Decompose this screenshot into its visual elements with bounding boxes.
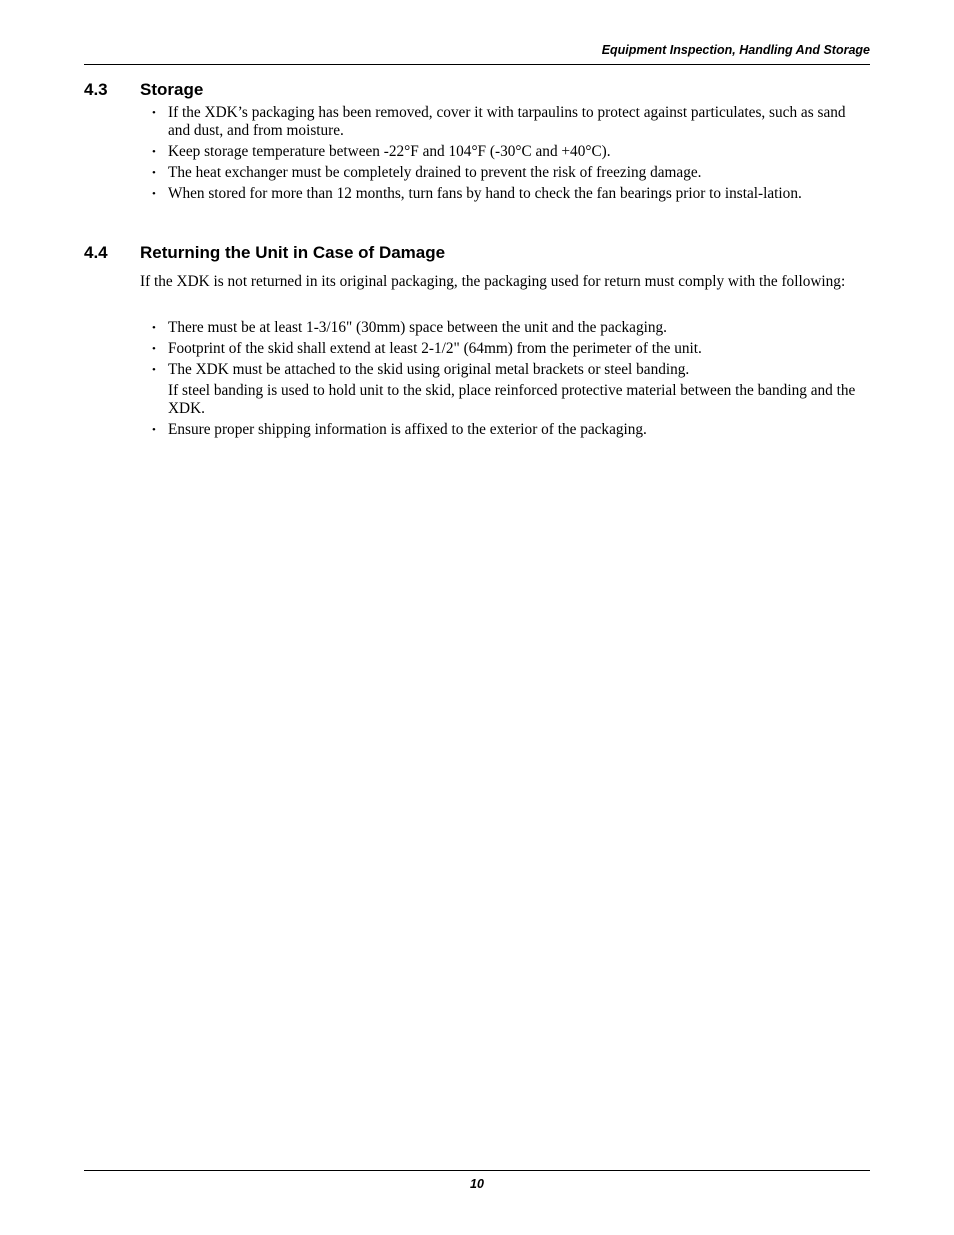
section-number: 4.4: [84, 243, 108, 262]
bullet-icon: •: [152, 107, 156, 119]
bullet-icon: •: [152, 424, 156, 436]
bullet-icon: •: [152, 343, 156, 355]
list-item: • When stored for more than 12 months, turn fans by hand to check the fan bearings prior to instal-lation.: [152, 185, 802, 202]
list-item: • If the XDK’s packaging has been removed, cover it with tarpaulins to protect against particulates, such as sand and dust, and from moisture.: [152, 104, 846, 139]
section-title: Storage: [140, 80, 204, 99]
list-item: • Footprint of the skid shall extend at least 2-1/2" (64mm) from the perimeter of the unit.: [152, 340, 702, 357]
page-number: 10: [470, 1177, 484, 1191]
bullet-icon: •: [152, 167, 156, 179]
returning-bullet-list: [152, 319, 870, 442]
section-heading-returning: [84, 243, 445, 263]
bullet-icon: •: [152, 364, 156, 376]
storage-bullet-list: [152, 104, 870, 206]
header-rule: [84, 64, 870, 65]
bullet-icon: •: [152, 146, 156, 158]
list-item: • There must be at least 1-3/16" (30mm) space between the unit and the packaging.: [152, 319, 667, 336]
section-title: Returning the Unit in Case of Damage: [140, 243, 446, 262]
list-item: • The XDK must be attached to the skid using original metal brackets or steel banding. If steel banding is used to hold unit to the skid, place reinforced protective material between the banding and the XDK.: [152, 361, 870, 418]
bullet-icon: •: [152, 322, 156, 334]
bullet-icon: •: [152, 188, 156, 200]
list-item: • Ensure proper shipping information is affixed to the exterior of the packaging.: [152, 421, 647, 438]
list-item: • Keep storage temperature between -22°F and 104°F (-30°C and +40°C).: [152, 143, 611, 160]
returning-intro-paragraph: If the XDK is not returned in its original packaging, the packaging used for return must comply with the following:: [140, 273, 846, 290]
section-heading-storage: [84, 80, 203, 100]
footer-rule: [84, 1170, 870, 1171]
bullet-note: If steel banding is used to hold unit to the skid, place reinforced protective material between the banding and the XDK.: [168, 382, 856, 417]
list-item: • The heat exchanger must be completely drained to prevent the risk of freezing damage.: [152, 164, 702, 181]
section-number: 4.3: [84, 80, 108, 99]
running-header: Equipment Inspection, Handling And Storage: [601, 43, 870, 57]
